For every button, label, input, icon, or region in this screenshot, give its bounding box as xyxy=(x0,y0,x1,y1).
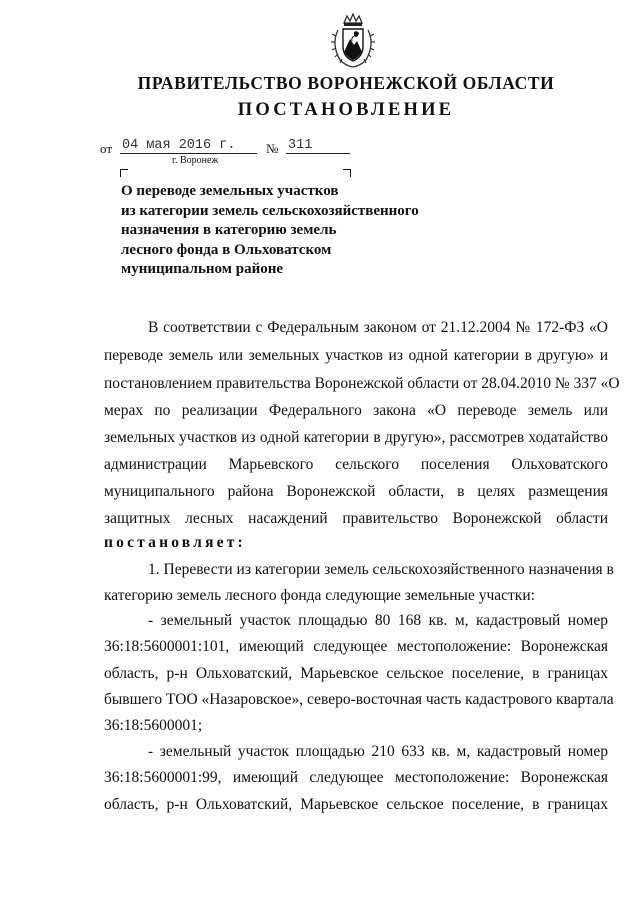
body-line: В соответствии с Федеральным законом от 21.12.2004 № 172-ФЗ «О xyxy=(148,319,608,336)
date-prefix: от xyxy=(100,141,113,156)
body-line: 1. Перевести из категории земель сельскохозяйственного назначения в xyxy=(148,561,614,578)
body-line: 36:18:5600001:99, имеющий следующее местоположение: Воронежская xyxy=(104,769,608,786)
corner-bracket-left xyxy=(120,169,128,177)
body-line: земельных участков из одной категории в другую», рассмотрев ходатайство xyxy=(104,429,608,446)
subject-line: муниципальном районе xyxy=(121,261,284,277)
body-line: защитных лесных насаждений правительство Воронежской области xyxy=(104,510,608,527)
document-subject xyxy=(121,182,451,280)
subject-line: лесного фонда в Ольховатском xyxy=(121,241,332,258)
subject-line: из категории земель сельскохозяйственного xyxy=(121,202,419,219)
body-line: область, р-н Ольховатский, Марьевское сельское поселение, в границах xyxy=(104,796,608,813)
subject-line: назначения в категорию земель xyxy=(121,222,337,238)
city-label: г. Воронеж xyxy=(172,155,219,166)
document-type: ПОСТАНОВЛЕНИЕ xyxy=(237,100,455,120)
body-line: область, р-н Ольховатский, Марьевское сельское поселение, в границах xyxy=(104,665,608,682)
body-line: - земельный участок площадью 210 633 кв. м, кадастровый номер xyxy=(148,743,608,760)
government-title: ПРАВИТЕЛЬСТВО ВОРОНЕЖСКОЙ ОБЛАСТИ xyxy=(137,73,555,93)
body-line: 36:18:5600001; xyxy=(104,717,203,734)
body-line: администрации Марьевского сельского поселения Ольховатского xyxy=(104,456,608,473)
coat-of-arms-icon xyxy=(328,12,378,70)
body-line: категорию земель лесного фонда следующие земельные участки: xyxy=(104,587,535,604)
body-line: муниципального района Воронежской области, в целях размещения xyxy=(104,483,608,500)
subject-line: О переводе земельных участков xyxy=(121,183,339,199)
body-line: 36:18:5600001:101, имеющий следующее местоположение: Воронежская xyxy=(104,638,608,655)
number-prefix: № xyxy=(266,141,279,156)
body-line: бывшего ТОО «Назаровское», северо-восточная часть кадастрового квартала xyxy=(104,691,614,708)
decree-verb: постановляет: xyxy=(104,534,246,551)
body-line: - земельный участок площадью 80 168 кв. м, кадастровый номер xyxy=(148,612,608,629)
number-field: 311 xyxy=(286,138,350,154)
corner-bracket-right xyxy=(343,169,351,177)
body-line: мерах по реализации Федерального закона «О переводе земель или xyxy=(104,402,608,419)
date-field: 04 мая 2016 г. xyxy=(120,138,257,154)
body-line: постановлением правительства Воронежской области от 28.04.2010 № 337 «О xyxy=(104,375,620,392)
body-line: переводе земель или земельных участков из одной категории в другую» и xyxy=(104,347,608,364)
